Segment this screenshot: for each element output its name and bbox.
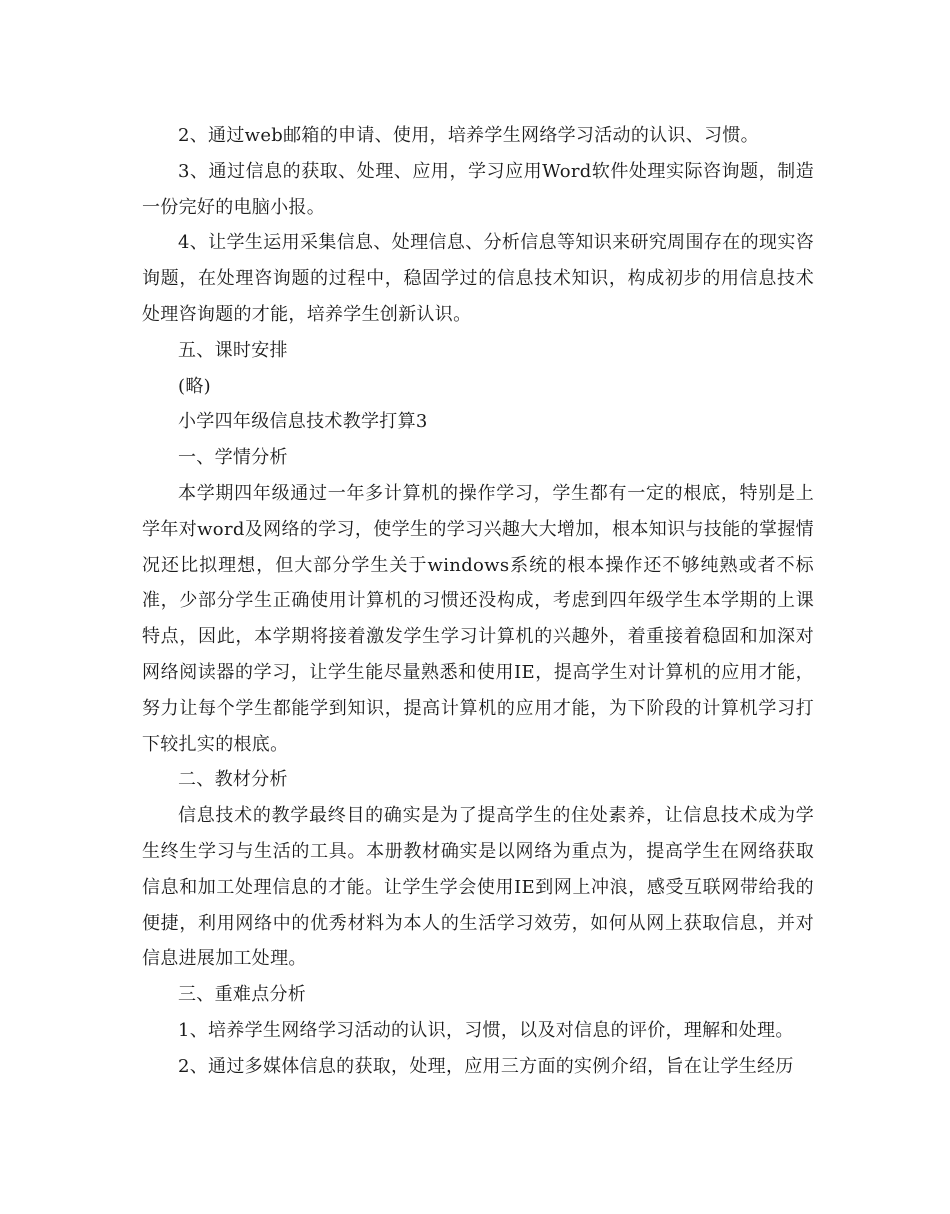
paragraph-goal-4: 4、让学生运用采集信息、处理信息、分析信息等知识来研究周围存在的现实咨询题，在处理咨询题的过程中，稳固学过的信息技术知识，构成初步的用信息技术处理咨询题的才能，培养学生创新认识。	[142, 232, 814, 325]
paragraph-goal-2: 2、通过web邮箱的申请、使用，培养学生网络学习活动的认识、习惯。	[178, 125, 759, 146]
paragraph-key-point-1: 1、培养学生网络学习活动的认识，习惯，以及对信息的评价，理解和处理。	[178, 1019, 794, 1041]
heading-key-points: 三、重难点分析	[178, 984, 307, 1006]
heading-student-analysis: 一、学情分析	[178, 447, 288, 469]
document-body	[142, 118, 814, 1085]
paragraph-student-analysis: 本学期四年级通过一年多计算机的操作学习，学生都有一定的根底，特别是上学年对word及网络的学习，使学生的学习兴趣大大增加，根本知识与技能的掌握情况还比拟理想，但大部分学生关于windows系统的根本操作还不够纯熟或者不标准，少部分学生正确使用计算机的习惯还没构成，考虑到四年级学生本学期的上课特点，因此，本学期将接着激发学生学习计算机的兴趣外，着重接着稳固和加深对网络阅读器的学习，让学生能尽量熟悉和使用IE，提高学生对计算机的应用才能，努力让每个学生都能学到知识，提高计算机的应用才能，为下阶段的计算机学习打下较扎实的根底。	[142, 482, 814, 755]
paragraph-goal-3: 3、通过信息的获取、处理、应用，学习应用Word软件处理实际咨询题，制造一份完好的电脑小报。	[142, 160, 814, 218]
paragraph-key-point-2: 2、通过多媒体信息的获取，处理，应用三方面的实例介绍，旨在让学生经历	[178, 1055, 794, 1077]
heading-textbook-analysis: 二、教材分析	[178, 769, 288, 791]
paragraph-textbook-analysis: 信息技术的教学最终目的确实是为了提高学生的住处素养，让信息技术成为学生终生学习与生活的工具。本册教材确实是以网络为重点为，提高学生在网络获取信息和加工处理信息的才能。让学生学会使用IE到网上冲浪，感受互联网带给我的便捷，利用网络中的优秀材料为本人的生活学习效劳，如何从网上获取信息，并对信息进展加工处理。	[142, 805, 814, 970]
heading-plan-3: 小学四年级信息技术教学打算3	[178, 411, 428, 433]
heading-class-schedule: 五、课时安排	[178, 339, 288, 361]
paragraph-omitted: (略)	[178, 375, 211, 397]
